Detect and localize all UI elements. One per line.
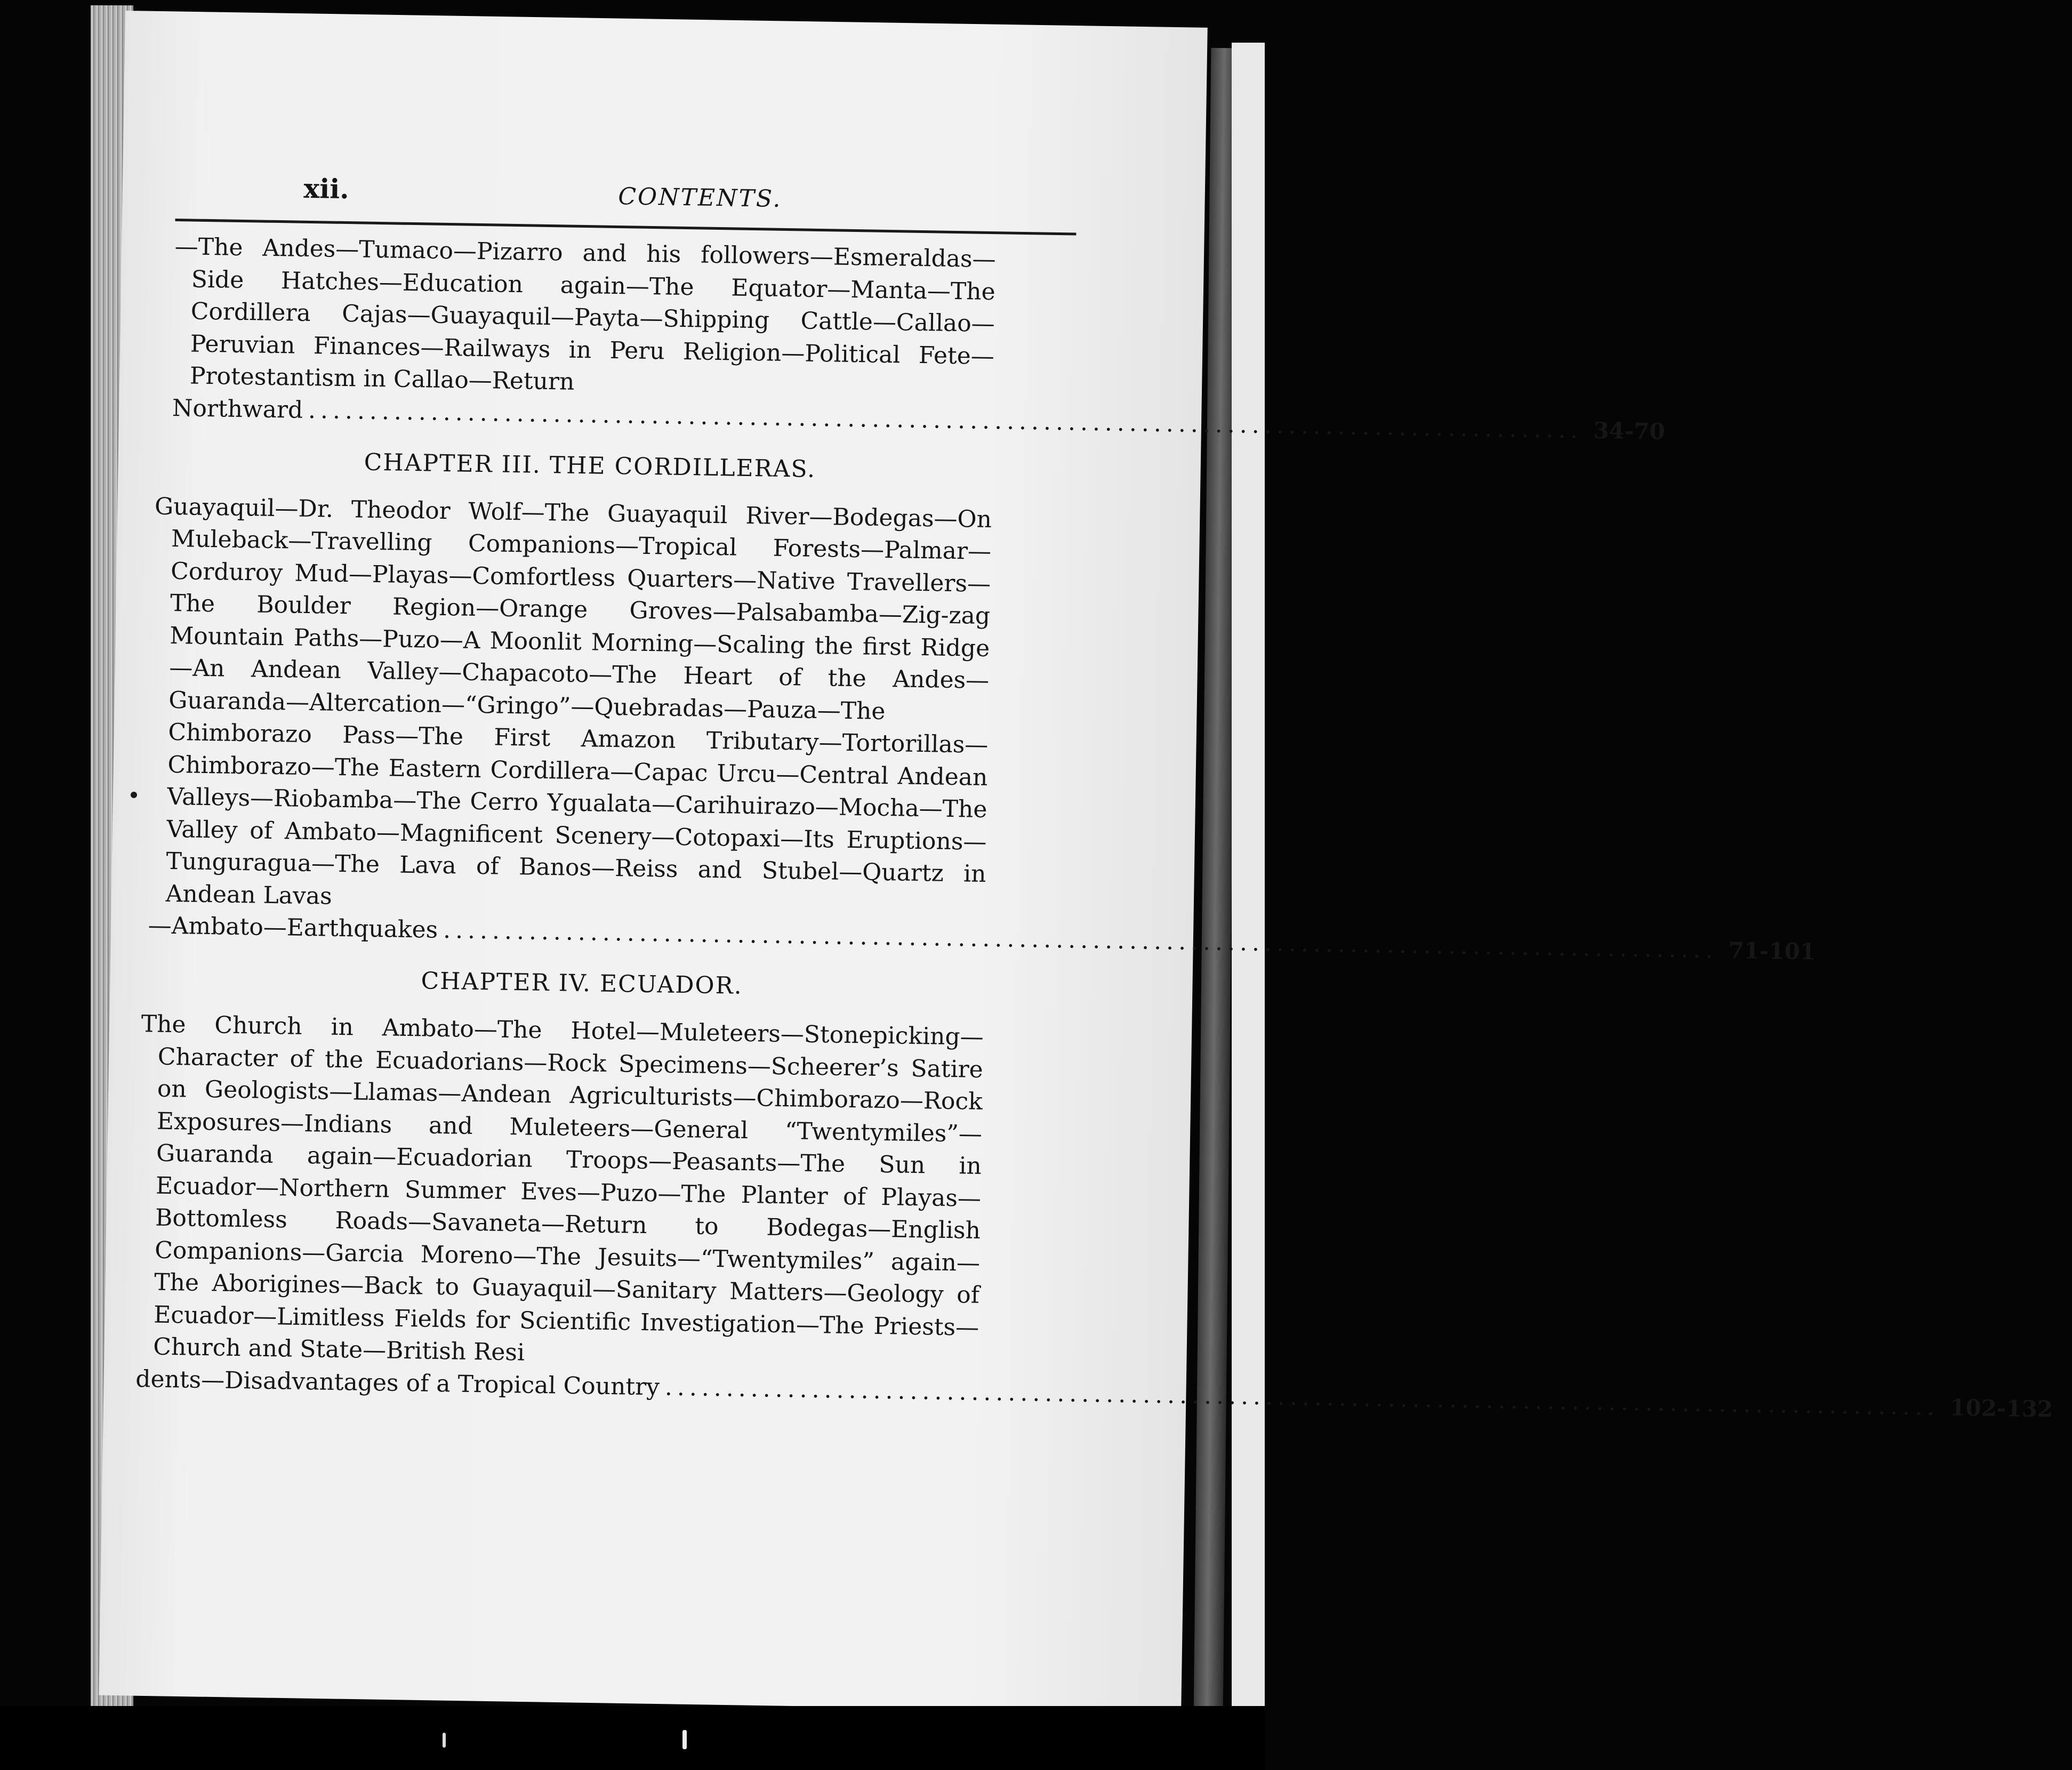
section-summary: Guayaquil—Dr. Theodor Wolf—The Guayaquil River—Bodegas—On Muleback—Travelling Companions—Tropical Forests—Palmar—Corduroy Mud—Playas—Comfortless Quarters—Native Travellers—The Boulder Region—Orange Groves—Palsabamba—Zig-zag Mountain Paths—Puzo—A Moonlit Morning—Scaling the first Ridge—An Andean Valley—Chapacoto—The Heart of the Andes—Guaranda—Altercation—“Gringo”—Quebradas—Pauza—The Chimborazo Pass—The First Amazon Tributary—Tortorillas—Chimborazo—The Eastern Cordillera—Capac Urcu—Central Andean Valleys—Riobamba—The Cerro Ygualata—Carihuirazo—Mocha—The Valley of Ambato—Magnificent Scenery—Cotopaxi—Its Eruptions—Tunguragua—The Lava of Banos—Reiss and Stubel—Quartz in Andean Lavas [154, 492, 992, 910]
page-range: 34-70 [1593, 417, 1666, 445]
contents-section-continued [172, 231, 1666, 445]
summary-last-line: —Ambato—Earthquakes [148, 912, 438, 944]
speck [682, 1730, 687, 1749]
speck [443, 1733, 446, 1748]
contents-section-chapter-3 [148, 490, 1816, 965]
page-range: 102-132 [1949, 1394, 2053, 1422]
dot-leader: ........................................................................................................ [308, 396, 1583, 444]
section-summary: —The Andes—Tumaco—Pizarro and his followers—Esmeraldas—Side Hatches—Education again—The Equator—Manta—The Cordillera Cajas—Guayaquil—Payta—Shipping Cattle—Callao—Peruvian Finances—Railways in Peru Religion—Political Fete—Protestantism in Callao—Return [174, 232, 996, 396]
dot-leader: ........................................................................................................ [664, 1373, 1940, 1421]
summary-last-line: dents—Disadvantages of a Tropical Country [135, 1365, 660, 1401]
dot-leader: ........................................................................................................ [443, 916, 1718, 964]
speck [131, 792, 137, 798]
summary-last-line: Northward [172, 394, 303, 424]
page-range: 71-101 [1728, 937, 1816, 965]
page-content [135, 171, 2053, 1422]
page-number: xii. [303, 172, 350, 205]
chapter-heading: CHAPTER III. THE CORDILLERAS. [364, 448, 816, 483]
chapter-heading: CHAPTER IV. ECUADOR. [421, 967, 743, 1000]
contents-section-chapter-4 [135, 1008, 2053, 1422]
bottom-border [0, 1706, 1265, 1770]
running-head: CONTENTS. [617, 183, 782, 213]
facing-page-edge [1232, 43, 1265, 1770]
section-summary: The Church in Ambato—The Hotel—Muleteers—Stonepicking—Character of the Ecuadorians—Rock Specimens—Scheerer’s Satire on Geologists—Llamas—Andean Agriculturists—Chimborazo—Rock Exposures—Indians and Muleteers—General “Twentymiles”—Guaranda again—Ecuadorian Troops—Peasants—The Sun in Ecuador—Northern Summer Eves—Puzo—The Planter of Playas—Bottomless Roads—Savaneta—Return to Bodegas—English Companions—Garcia Moreno—The Jesuits—“Twentymiles” again—The Aborigines—Back to Guayaquil—Sanitary Matters—Geology of Ecuador—Limitless Fields for Scientific Investigation—The Priests—Church and State—British Resi [141, 1010, 984, 1366]
